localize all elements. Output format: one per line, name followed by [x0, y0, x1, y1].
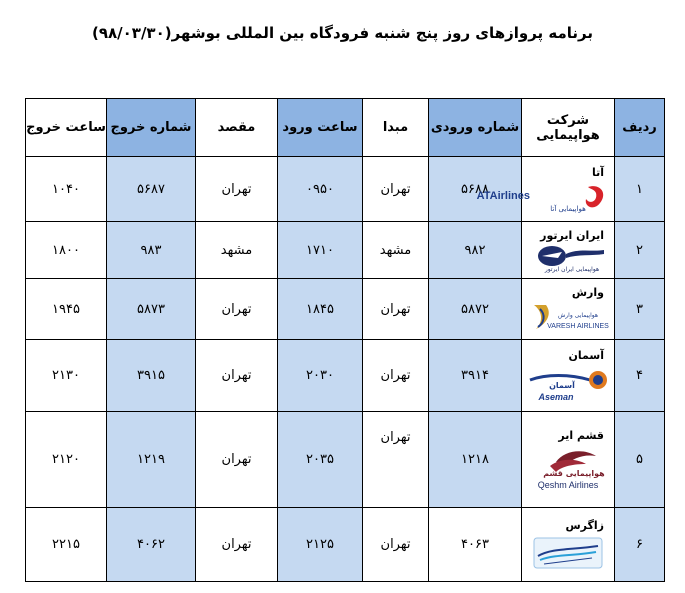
cell-origin: تهران — [363, 157, 429, 222]
aseman-airlines-logo — [526, 364, 610, 404]
cell-arrival-time: ۲۰۳۵ — [278, 412, 363, 508]
cell-arrival-flight: ۵۶۸۸ — [429, 157, 522, 222]
cell-arrival-time: ۲۰۳۰ — [278, 340, 363, 412]
cell-radif: ۲ — [615, 222, 665, 279]
cell-departure-time: ۲۲۱۵ — [26, 508, 107, 582]
qeshm-airlines-logo — [526, 444, 610, 492]
logo-subtext: هواپیمایی وارش — [557, 311, 599, 319]
header-airline: شرکت هواپیمایی — [522, 99, 615, 157]
airline-name: ایران ایرتور — [540, 228, 604, 242]
flight-schedule-table — [25, 98, 665, 582]
table-row — [26, 157, 665, 222]
airline-name: زاگرس — [565, 519, 604, 532]
cell-airline — [522, 508, 615, 582]
cell-origin: تهران — [363, 412, 429, 508]
header-departure-flight: شماره خروج — [107, 99, 196, 157]
logo-text: ATAirlines — [476, 189, 530, 202]
cell-arrival-flight: ۹۸۲ — [429, 222, 522, 279]
table-row — [26, 412, 665, 508]
cell-airline — [476, 157, 615, 222]
iran-airtour-logo — [528, 244, 608, 274]
cell-radif: ۵ — [615, 412, 665, 508]
cell-airline — [522, 222, 615, 279]
cell-arrival-time: ۱۷۱۰ — [278, 222, 363, 279]
cell-radif: ۳ — [615, 279, 665, 340]
cell-destination: تهران — [196, 340, 278, 412]
cell-departure-time: ۱۸۰۰ — [26, 222, 107, 279]
cell-radif: ۱ — [615, 157, 665, 222]
cell-arrival-time: ۲۱۲۵ — [278, 508, 363, 582]
cell-destination: تهران — [196, 279, 278, 340]
cell-origin: مشهد — [363, 222, 429, 279]
logo-text: VARESH AIRLINES — [547, 322, 609, 330]
cell-departure-flight: ۵۶۸۷ — [107, 157, 196, 222]
logo-subtext: هواپیمایی آتا — [550, 204, 586, 213]
table-header-row — [26, 99, 665, 157]
cell-origin: تهران — [363, 279, 429, 340]
zagros-airlines-logo — [530, 534, 606, 572]
varesh-airlines-logo — [528, 301, 608, 335]
cell-arrival-time: ۱۸۴۵ — [278, 279, 363, 340]
airline-name: آتا — [591, 165, 604, 179]
airline-name: آسمان — [568, 349, 604, 362]
logo-subtext: هواپیمایی قشم — [543, 469, 605, 478]
cell-departure-time: ۱۰۴۰ — [26, 157, 107, 222]
cell-departure-flight: ۳۹۱۵ — [107, 340, 196, 412]
cell-radif: ۶ — [615, 508, 665, 582]
logo-subtext: هواپیمایی ایران ایرتور — [544, 265, 600, 273]
cell-departure-time: ۲۱۳۰ — [26, 340, 107, 412]
cell-airline — [522, 340, 615, 412]
cell-destination: تهران — [196, 508, 278, 582]
logo-text: Aseman — [538, 392, 574, 402]
header-arrival-time: ساعت ورود — [278, 99, 363, 157]
cell-departure-flight: ۴۰۶۲ — [107, 508, 196, 582]
cell-arrival-flight: ۴۰۶۳ — [429, 508, 522, 582]
cell-destination: تهران — [196, 412, 278, 508]
header-origin: مبدا — [363, 99, 429, 157]
cell-arrival-flight: ۳۹۱۴ — [429, 340, 522, 412]
table-row — [26, 222, 665, 279]
table-row — [26, 508, 665, 582]
cell-radif: ۴ — [615, 340, 665, 412]
airline-name: وارش — [571, 285, 604, 299]
cell-airline — [522, 279, 615, 340]
cell-departure-time: ۲۱۲۰ — [26, 412, 107, 508]
logo-text: Qeshm Airlines — [537, 480, 599, 490]
cell-destination: تهران — [196, 157, 278, 222]
header-destination: مقصد — [196, 99, 278, 157]
ata-airlines-logo — [476, 181, 608, 215]
table-row — [26, 340, 665, 412]
cell-arrival-flight: ۱۲۱۸ — [429, 412, 522, 508]
airline-name: قشم ایر — [558, 429, 604, 442]
table-row — [26, 279, 665, 340]
cell-arrival-flight: ۵۸۷۲ — [429, 279, 522, 340]
header-radif: ردیف — [615, 99, 665, 157]
header-arrival-flight: شماره ورودی — [429, 99, 522, 157]
cell-departure-time: ۱۹۴۵ — [26, 279, 107, 340]
page-title: برنامه پروازهای روز پنج شنبه فرودگاه بین المللی بوشهر(۹۸/۰۳/۳۰) — [91, 24, 593, 42]
logo-subtext: آسمان — [549, 381, 575, 390]
cell-departure-flight: ۱۲۱۹ — [107, 412, 196, 508]
header-departure-time: ساعت خروج — [26, 99, 107, 157]
cell-destination: مشهد — [196, 222, 278, 279]
cell-origin: تهران — [363, 340, 429, 412]
cell-airline — [522, 412, 615, 508]
cell-departure-flight: ۹۸۳ — [107, 222, 196, 279]
cell-arrival-time: ۰۹۵۰ — [278, 157, 363, 222]
cell-departure-flight: ۵۸۷۳ — [107, 279, 196, 340]
cell-origin: تهران — [363, 508, 429, 582]
